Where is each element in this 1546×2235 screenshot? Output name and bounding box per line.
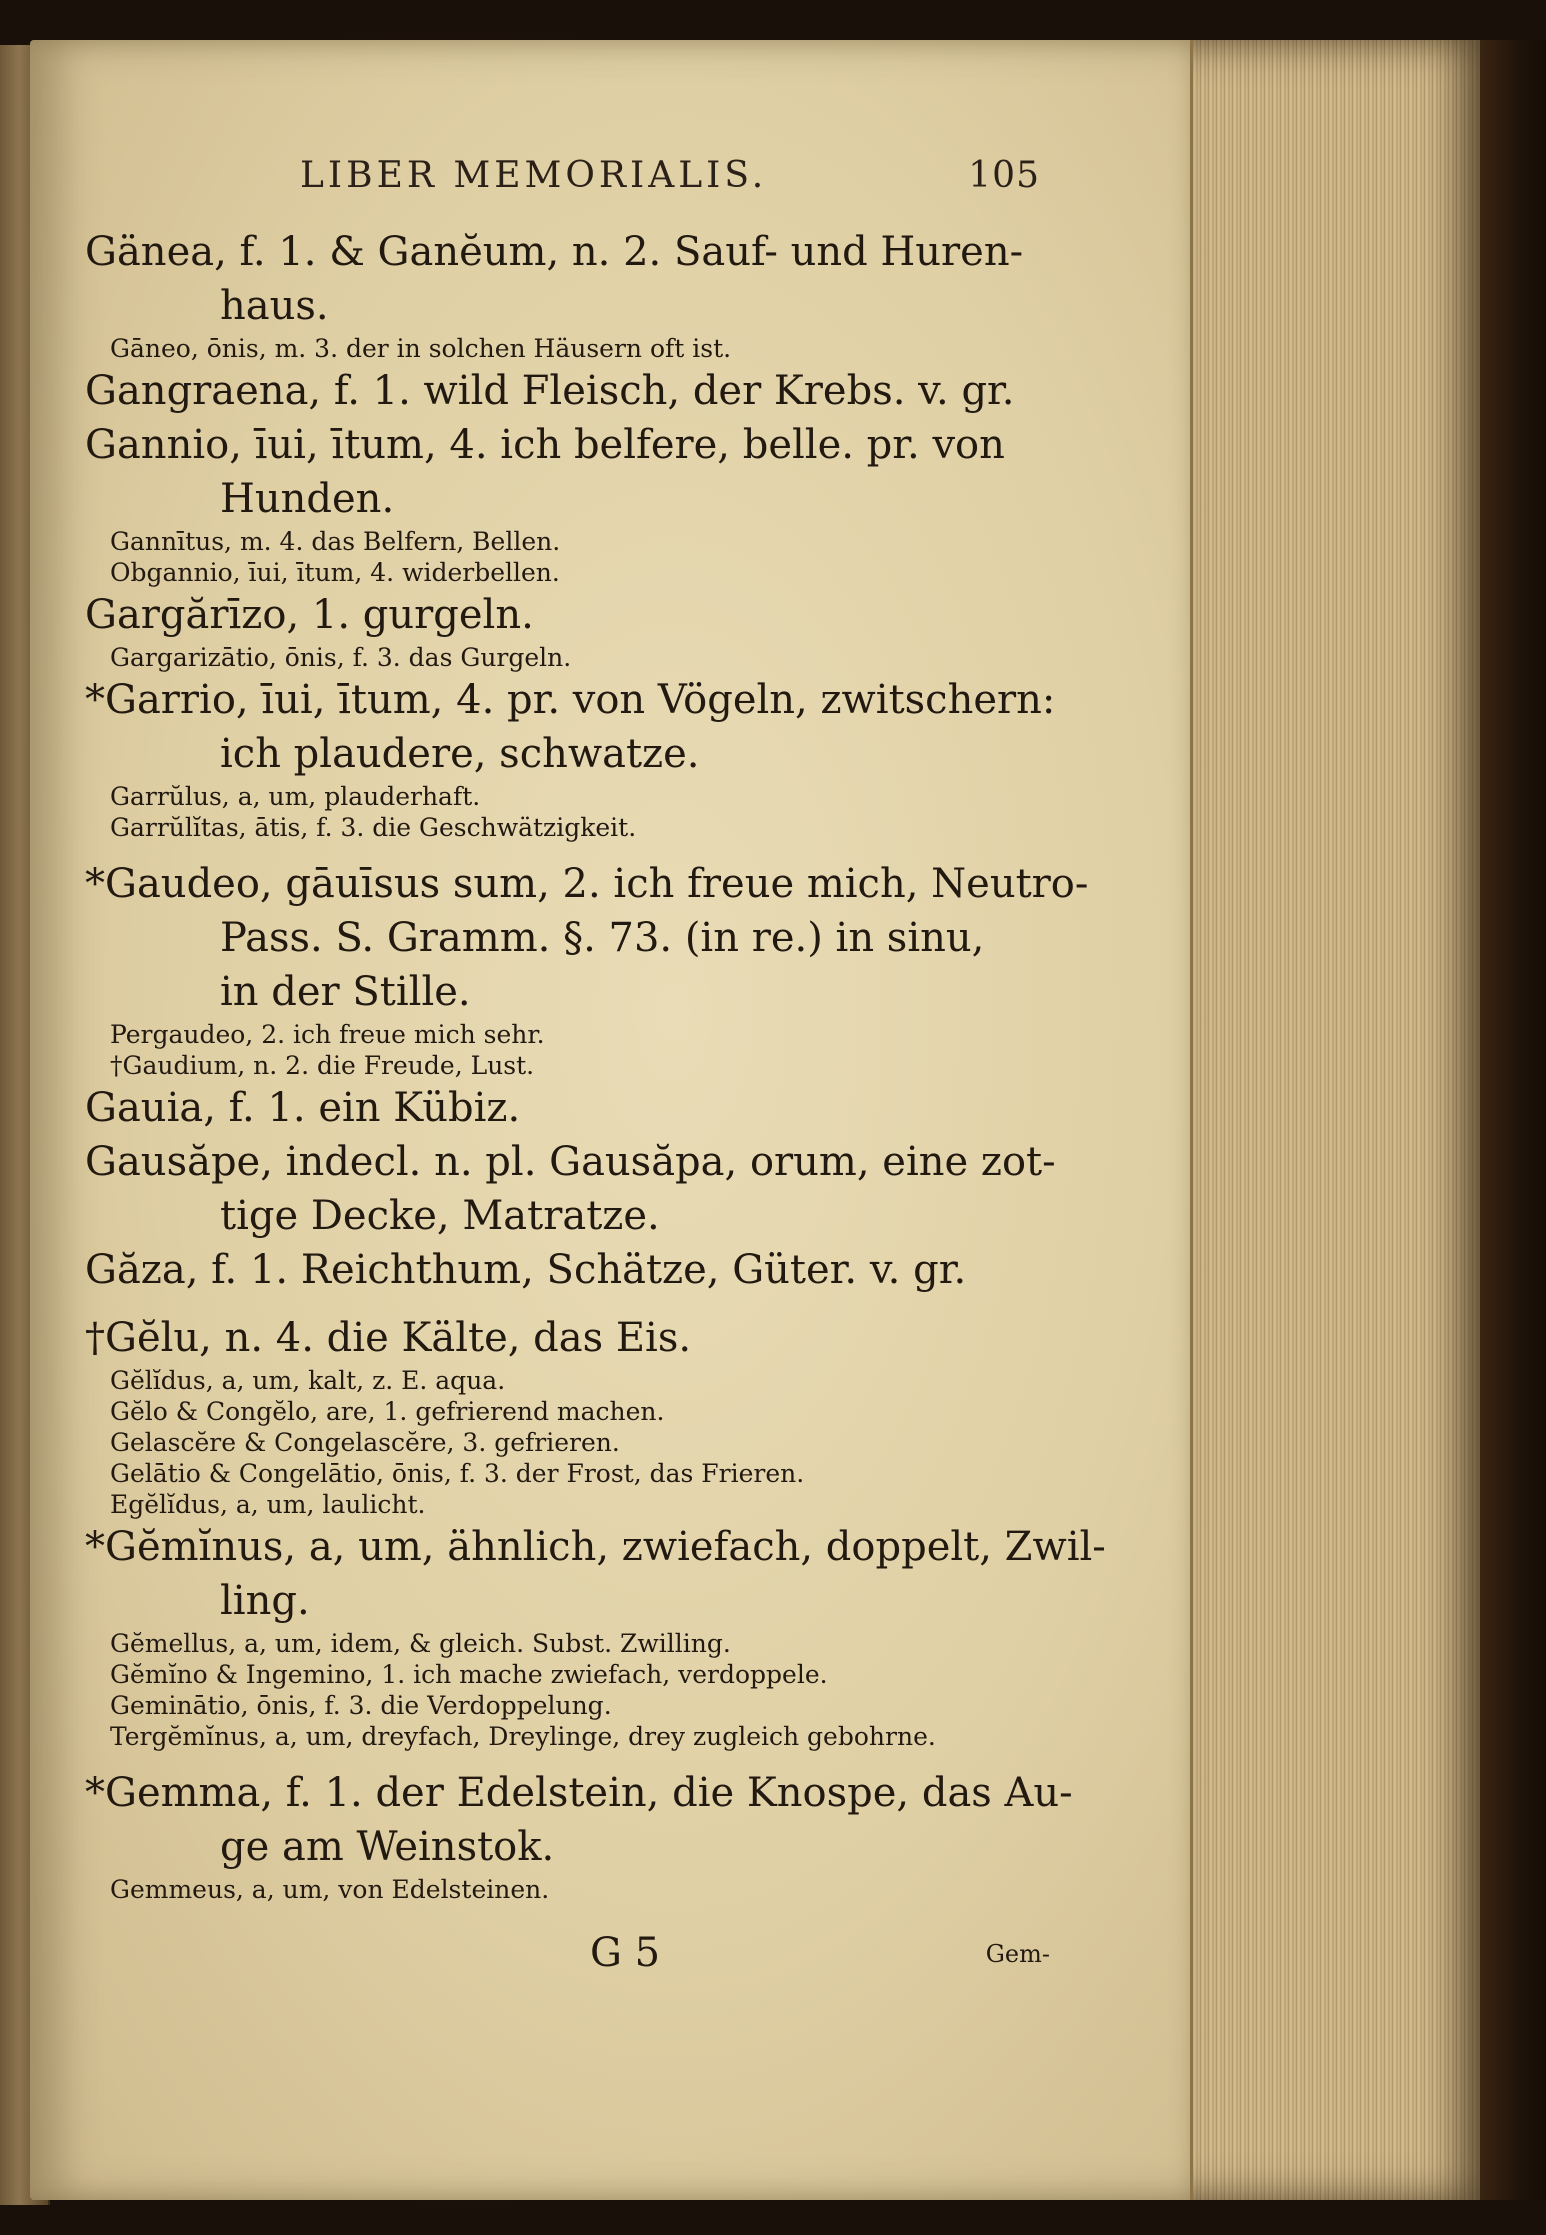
- main-entry-line: *Garrio, īui, ītum, 4. pr. von Vögeln, zwitschern:: [85, 677, 1056, 723]
- main-entry-line: Gausăpe, indecl. n. pl. Gausăpa, orum, eine zot-: [85, 1139, 1056, 1185]
- running-title: LIBER MEMORIALIS.: [300, 155, 768, 196]
- sub-entry-line: Gemmeus, a, um, von Edelsteinen.: [110, 1875, 550, 1904]
- entry-continuation-line: tige Decke, Matratze.: [220, 1193, 660, 1239]
- sub-entry-line: †Gaudium, n. 2. die Freude, Lust.: [110, 1051, 535, 1080]
- sub-entry-line: Gĕmellus, a, um, idem, & gleich. Subst. Zwilling.: [110, 1629, 731, 1658]
- page-number: 105: [968, 155, 1040, 196]
- sub-entry-line: Garrŭlĭtas, ātis, f. 3. die Geschwätzigkeit.: [110, 813, 637, 842]
- sub-entry-line: Egĕlĭdus, a, um, laulicht.: [110, 1490, 426, 1519]
- main-entry-line: †Gĕlu, n. 4. die Kälte, das Eis.: [85, 1315, 692, 1361]
- main-entry-line: Gannio, īui, ītum, 4. ich belfere, belle. pr. von: [85, 422, 1005, 468]
- sub-entry-line: Gĕmĭno & Ingemino, 1. ich mache zwiefach, verdoppele.: [110, 1660, 828, 1689]
- main-entry-line: Gänea, f. 1. & Ganĕum, n. 2. Sauf- und Huren-: [85, 229, 1024, 275]
- entry-continuation-line: haus.: [220, 283, 329, 329]
- sub-entry-line: Gelascĕre & Congelascĕre, 3. gefrieren.: [110, 1428, 620, 1457]
- main-entry-line: Gangraena, f. 1. wild Fleisch, der Krebs. v. gr.: [85, 368, 1015, 414]
- sub-entry-line: Pergaudeo, 2. ich freue mich sehr.: [110, 1020, 545, 1049]
- entry-continuation-line: ling.: [220, 1578, 310, 1624]
- main-entry-line: *Gemma, f. 1. der Edelstein, die Knospe, das Au-: [85, 1770, 1073, 1816]
- entry-continuation-line: Hunden.: [220, 476, 395, 522]
- entry-continuation-line: ich plaudere, schwatze.: [220, 731, 700, 777]
- main-entry-line: *Gaudeo, gāuīsus sum, 2. ich freue mich, Neutro-: [85, 861, 1089, 907]
- sub-entry-line: Gelātio & Congelātio, ōnis, f. 3. der Frost, das Frieren.: [110, 1459, 805, 1488]
- entry-continuation-line: in der Stille.: [220, 969, 471, 1015]
- sub-entry-line: Tergĕmĭnus, a, um, dreyfach, Dreylinge, drey zugleich gebohrne.: [110, 1722, 936, 1751]
- book-cover-edge: [1480, 40, 1546, 2200]
- sub-entry-line: Garrŭlus, a, um, plauderhaft.: [110, 782, 481, 811]
- sub-entry-line: Geminātio, ōnis, f. 3. die Verdoppelung.: [110, 1691, 612, 1720]
- main-entry-line: Gauia, f. 1. ein Kübiz.: [85, 1085, 521, 1131]
- sub-entry-line: Gargarizātio, ōnis, f. 3. das Gurgeln.: [110, 643, 572, 672]
- main-entry-line: Găza, f. 1. Reichthum, Schätze, Güter. v. gr.: [85, 1247, 967, 1293]
- entry-continuation-line: ge am Weinstok.: [220, 1824, 555, 1870]
- catchword: Gem-: [985, 1940, 1050, 1968]
- page-edges-block: [1190, 40, 1493, 2200]
- sub-entry-line: Gannītus, m. 4. das Belfern, Bellen.: [110, 527, 561, 556]
- sub-entry-line: Gĕlĭdus, a, um, kalt, z. E. aqua.: [110, 1366, 506, 1395]
- main-entry-line: Gargărīzo, 1. gurgeln.: [85, 592, 534, 638]
- printer-signature: G 5: [590, 1930, 661, 1976]
- sub-entry-line: Gāneo, ōnis, m. 3. der in solchen Häusern oft ist.: [110, 334, 732, 363]
- entry-continuation-line: Pass. S. Gramm. §. 73. (in re.) in sinu,: [220, 915, 985, 961]
- dictionary-entries: [85, 225, 1106, 1905]
- main-entry-line: *Gĕmĭnus, a, um, ähnlich, zwiefach, doppelt, Zwil-: [85, 1524, 1106, 1570]
- sub-entry-line: Obgannio, īui, ītum, 4. widerbellen.: [110, 558, 560, 587]
- sub-entry-line: Gĕlo & Congĕlo, are, 1. gefrierend machen.: [110, 1397, 665, 1426]
